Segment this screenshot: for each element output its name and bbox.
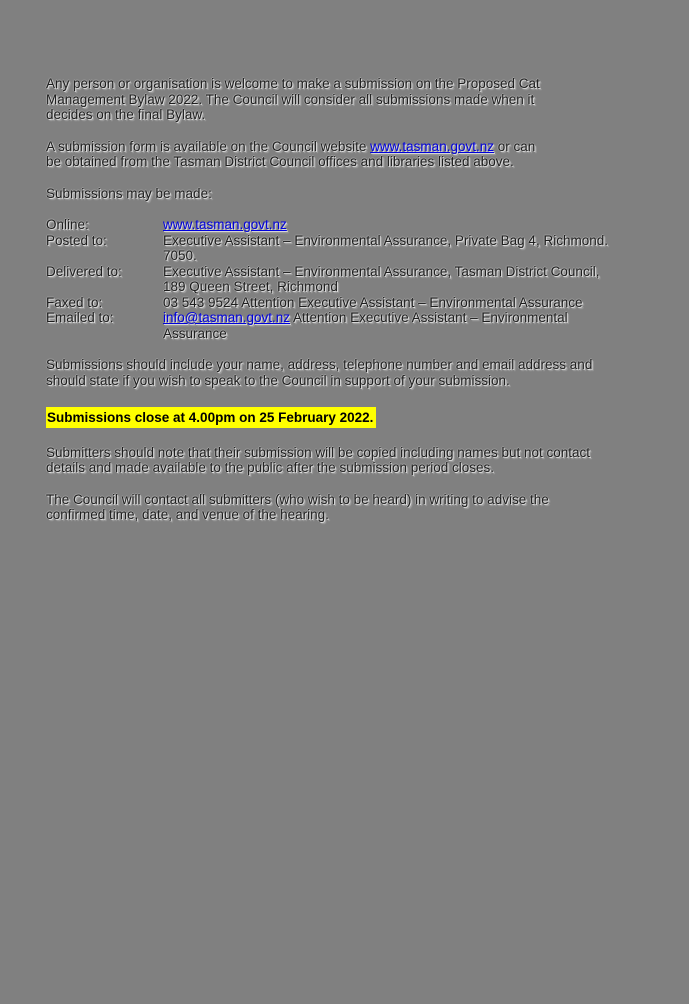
text-line: Executive Assistant – Environmental Assurance, Tasman District Council, [163,263,600,279]
text-line: should state if you wish to speak to the Council in support of your submission. [46,372,510,388]
method-value [163,217,664,233]
method-label: Delivered to: [46,263,122,279]
text-line: Executive Assistant – Environmental Assurance, Private Bag 4, Richmond. [163,232,608,248]
submission-methods-table [46,217,664,341]
text-segment: or can [493,138,536,154]
tasman-website-link[interactable]: www.tasman.govt.nz [370,138,494,154]
text-line: 189 Queen Street, Richmond [163,279,338,294]
submissions-made-heading [46,186,664,202]
method-row-posted [46,233,664,264]
method-value [163,233,664,264]
closing-date-paragraph [46,407,664,428]
method-value [163,295,664,311]
hearing-notice-paragraph [46,492,664,523]
method-row-emailed [46,310,664,341]
text-line [163,217,664,233]
submission-details-paragraph [46,357,664,388]
text-line: be obtained from the Tasman District Council offices and libraries listed above. [46,154,514,169]
text-line: Submissions may be made: [46,185,212,201]
text-line: Any person or organisation is welcome to make a submission on the Proposed Cat [46,76,540,91]
text-line: confirmed time, date, and venue of the hearing. [46,507,329,522]
text-line: 7050. [163,248,197,263]
text-line: details and made available to the public after the submission period closes. [46,460,495,475]
method-row-delivered [46,264,664,295]
method-value [163,264,664,295]
text-segment: A submission form is available on the Council website [46,138,371,154]
method-value [163,310,664,341]
method-label: Posted to: [46,232,107,248]
method-label: Faxed to: [46,294,103,310]
text-line: 03 543 9524 Attention Executive Assistant – Environmental Assurance [163,294,583,310]
method-row-online [46,217,664,233]
submission-form-paragraph [46,139,664,170]
closing-date-highlight: Submissions close at 4.00pm on 25 February 2022. [46,407,376,428]
text-line: Management Bylaw 2022. The Council will consider all submissions made when it [46,91,535,107]
method-row-faxed [46,295,664,311]
text-segment: Attention Executive Assistant – Environmental [290,310,568,325]
method-label: Online: [46,217,89,232]
text-line [163,310,664,326]
tasman-website-link[interactable]: www.tasman.govt.nz [163,217,287,232]
document-body [46,0,664,539]
text-line: Submissions should include your name, address, telephone number and email address and [46,357,593,372]
text-line: Assurance [163,325,227,341]
text-line: decides on the final Bylaw. [46,107,206,122]
text-line: Submitters should note that their submission will be copied including names but not contact [46,444,591,460]
public-copy-notice-paragraph [46,445,664,476]
text-line [46,139,664,155]
info-email-link[interactable]: info@tasman.govt.nz [163,310,291,325]
method-label: Emailed to: [46,310,114,325]
text-line: The Council will contact all submitters (who wish to be heard) in writing to advise the [46,491,549,507]
intro-paragraph [46,76,664,123]
